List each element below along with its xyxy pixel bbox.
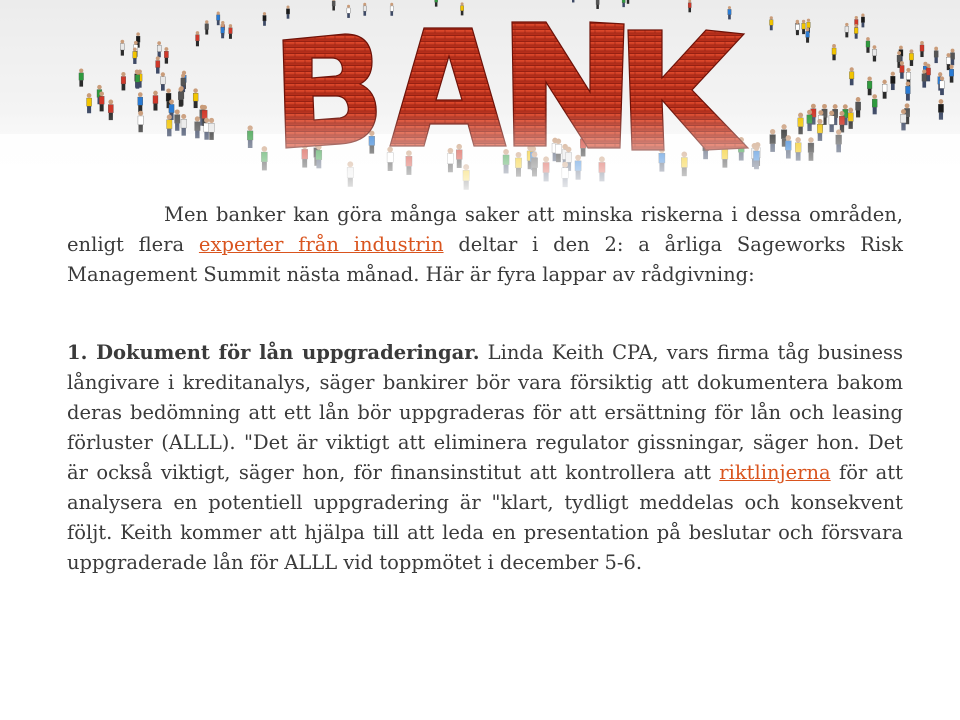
advice-text-start: Linda Keith CPA, vars firma tåg business långivare i kreditanalys, säger bankirer bör vara försiktig att dokumentera bakom deras bedömning att ett lån bör uppgraderas för att ersättning för lån och leasing förluster (ALLL). "Det är viktigt att eliminera regulator gissningar, säger hon. Det är också viktigt, säger hon, för finansinstitut att kontrollera att [67,341,903,484]
advice-heading-1: 1. Dokument för lån uppgraderingar. [67,341,480,364]
advice-text-end: för att analysera en potentiell uppgradering är "klart, tydligt meddelas och konsekvent följt. Keith kommer att hjälpa till att leda en presentation på beslutar och försvara uppgraderade lån för ALLL vid toppmötet i december 5-6. [67,461,903,574]
guidelines-link[interactable]: riktlinjerna [719,461,831,484]
intro-text-start: Men banker kan göra många saker att minska riskerna i dessa områden, enligt flera [67,203,903,256]
banner-image [0,0,960,200]
bank-crowd-illustration [0,0,960,200]
intro-paragraph [67,200,903,290]
article-body [67,200,903,578]
advice-paragraph-1 [67,338,903,578]
industry-experts-link[interactable]: experter från industrin [198,233,444,256]
intro-text-end: deltar i den 2: a årliga Sageworks Risk Management Summit nästa månad. Här är fyra lappar av rådgivning: [67,233,903,286]
